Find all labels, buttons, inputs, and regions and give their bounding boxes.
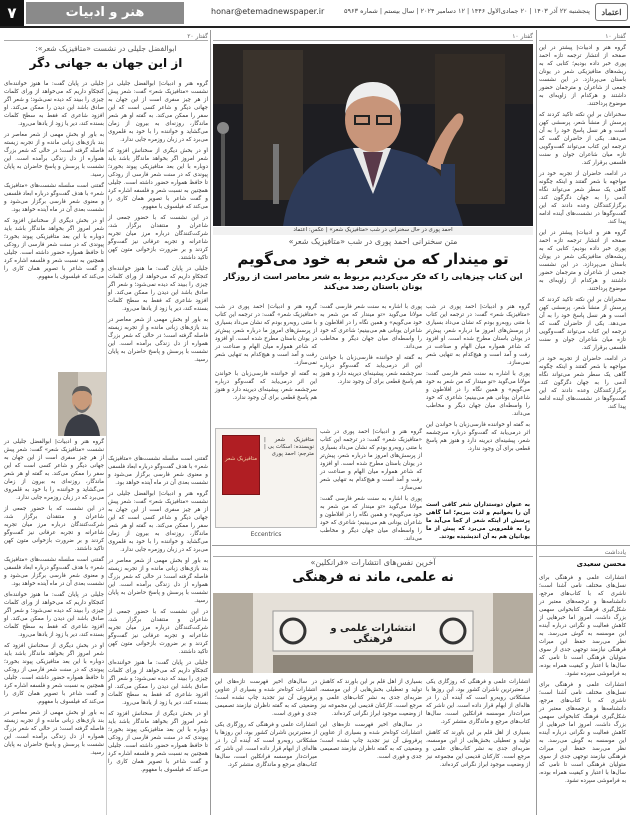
book-caption: متافیزیک شعر | نویسنده: اسکات بی | مترجم: احمد پوری [264, 437, 314, 457]
paragraph: او در بخش دیگری از سخنانش افزود که شعر امروز اگر بخواهد ماندگار باشد باید دوباره با این بعد متافیزیکی پیوند بخورد؛ پیوندی که در سنت شعر فارسی از رودکی تا حافظ همواره حضور داشته است. جلیلی همچنین به نسبت شعر و فلسفه اشاره کرد و گفت شاعر با تصویر همان کاری را می‌کند که فیلسوف با مفهوم. [4, 643, 104, 705]
masthead-rule [0, 26, 630, 28]
book-cover [222, 435, 260, 495]
paragraph: به باور او بخش مهمی از شعر معاصر در بند بازی‌های زبانی مانده و از تجربه زیسته فاصله گرفته است؛ در حالی که شعر بزرگ همواره از دل زندگی برآمده است. این نشست با پرسش و پاسخ حاضران به پایان رسید. [108, 558, 208, 604]
section-title: هنر و ادبیات [26, 2, 184, 24]
feature-col-right [426, 303, 530, 498]
paragraph: جلیلی در پایان گفت: ما هنوز خواننده‌ای کنجکاو داریم که می‌خواهد از ورای کلمات چیزی را ببیند که دیده نمی‌شود؛ و شعر اگر صادق باشد این دیدن را ممکن می‌کند. او افزود شاعری که فقط به سطح کلمات بسنده کند، دیر یا زود از یادها می‌رود. [4, 592, 104, 638]
paragraph: او در بخش دیگری از سخنانش افزود که شعر امروز اگر بخواهد ماندگار باشد باید دوباره با این بعد متافیزیکی پیوند بخورد؛ پیوندی که در سنت شعر فارسی از رودکی تا حافظ همواره حضور داشته است. جلیلی همچنین به نسبت شعر و فلسفه اشاره کرد و گفت شاعر با تصویر همان کاری را می‌کند که فیلسوف با مفهوم. [108, 148, 208, 210]
feature-col-left [215, 303, 317, 423]
paragraph: انتشارات علمی و فرهنگی برای نسل‌های مختلف نامی آشنا است؛ ناشری که با کتاب‌های مرجع، دانشنامه‌ها و ترجمه‌های معتبر در شکل‌گیری فرهنگ کتابخوانی سهمی بزرگ داشت. امروز اما خبرهایی از کاهش فعالیت و نگرانی درباره آینده این موسسه به گوش می‌رسد. به نظر می‌رسد حفظ این میراث فرهنگی نیازمند توجهی جدی از سوی متولیان فرهنگی است تا نامی که سال‌ها با اعتبار و کیفیت همراه بوده، به فراموشی سپرده نشود. [539, 682, 626, 784]
feature-title: تو میندار که من شعر به خود می‌گویم [237, 250, 509, 268]
paragraph: به گفته او خواننده فارسی‌زبان با خواندن این اثر درمی‌یابد که گفت‌وگو درباره سرچشمه شعر، پیشینه‌ای دیرینه دارد و هنوز هم پاسخ قطعی برای آن وجود ندارد. [426, 422, 530, 452]
portrait-illustration [58, 372, 106, 436]
portrait-photo [58, 372, 106, 436]
feature-subtitle: این کتاب چیزهایی را که فکر می‌کردیم مربوط به شعر معاصر است از روزگار یونان باستان رصد می‌کند [223, 272, 523, 291]
right-column-tag: گفتار ۱۰ [539, 33, 626, 41]
paragraph: انتشارات علمی و فرهنگی که روزگاری یکی از معتبرترین ناشران کشور بود، این روزها با مشکلاتی روبه‌رو است که آینده آن را در هاله‌ای از ابهام قرار داده است. این ناشر که میراث‌دار موسسه فرانکلین است، سال‌ها کتاب‌های مرجع و ماندگاری منتشر کرد. [215, 722, 317, 768]
newspaper-logo: اعتماد [595, 3, 628, 21]
masthead [0, 0, 630, 26]
paragraph: گروه هنر و ادبیات| ابوالفضل جلیلی در نشست «متافیزیک شعر» گفت: شعر پیش از هر چیز سفری است از این جهان به جهانی دیگر و شاعر کسی است که این سفر را ممکن می‌کند. به گفته او هر شعر ماندگار، روزنه‌ای به بیرون از زمان می‌گشاید و خواننده را با خود به قلمروی می‌برد که در زبان روزمره جایی ندارد. [108, 81, 208, 143]
paragraph: گروه هنر و ادبیات| احمد پوری در شب «متافیزیک شعر» گفت: در ترجمه این کتاب با متنی روبه‌رو بودم که نشان می‌داد بسیاری از پرسش‌های امروز ما درباره شعر، پیش‌تر در یونان باستان مطرح شده است. او افزود که شاعر همواره میان الهام و صناعت در رفت و آمد است و هیچ‌کدام به تنهایی شعر نمی‌سازد. [320, 429, 422, 491]
paragraph: جلیلی در پایان گفت: ما هنوز خواننده‌ای کنجکاو داریم که می‌خواهد از ورای کلمات چیزی را ببیند که دیده نمی‌شود؛ و شعر اگر صادق باشد این دیدن را ممکن می‌کند. او افزود شاعری که فقط به سطح کلمات بسنده کند، دیر یا زود از یادها می‌رود. [108, 660, 208, 706]
book-box [215, 428, 317, 528]
bottom-article-tag [213, 549, 533, 557]
column-divider [106, 80, 107, 815]
feature-col-mid [320, 303, 422, 423]
bottom-article-title: نه علمی، ماند نه فرهنگی [292, 570, 454, 585]
left-article-col-left [4, 80, 104, 370]
paragraph: در ادامه، حاضران از تجربه خود در مواجهه با شعر گفتند و اینکه چگونه گاهی یک سطر شعر می‌تواند نگاه آدمی را به جهان دگرگون کند. برگزارکنندگان وعده دادند که این گفت‌وگوها در نشست‌های آینده ادامه پیدا کند. [539, 171, 626, 225]
paragraph: گروه هنر و ادبیات| احمد پوری در شب «متافیزیک شعر» گفت: در ترجمه این کتاب با متنی روبه‌رو بودم که نشان می‌داد بسیاری از پرسش‌های امروز ما درباره شعر، پیش‌تر در یونان باستان مطرح شده است. او افزود که شاعر همواره میان الهام و صناعت در رفت و آمد است و هیچ‌کدام به تنهایی شعر نمی‌سازد. [426, 304, 530, 366]
paragraph: در سال‌های اخیر فهرست تازه‌های این انتشارات کوتاه‌تر شده و بسیاری از عناوین پرفروش آن نیز تجدید چاپ نشده است؛ وضعیتی که به گفته ناظران نیازمند تصمیمی جدی و فوری است. [215, 679, 317, 717]
paragraph: سخنرانان بر این نکته تاکید کردند که پرسش از منشأ شعر، پرسشی کهن است و هر نسل پاسخ خود را به آن می‌دهد. یکی از حاضران گفت که ترجمه این کتاب می‌تواند گفت‌وگویی تازه میان شاعران جوان و سنت فلسفی برقرار کند. [539, 297, 626, 351]
left-article-col-right-lower [108, 455, 208, 815]
paragraph: در این نشست که با حضور جمعی از شاعران و منتقدان برگزار شد، شرکت‌کنندگان درباره مرز میان تجربه شاعرانه و تجربه عرفانی نیز گفت‌وگو کردند و بر ضرورت بازخوانی متون کهن تاکید داشتند. [4, 506, 104, 552]
side-note-body [539, 574, 626, 815]
paragraph: گفتنی است سلسله نشست‌های «متافیزیک شعر» با هدف گفت‌وگو درباره ابعاد فلسفی و معنوی شعر فارسی برگزار می‌شود و نشست بعدی آن در ماه آینده خواهد بود. [4, 557, 104, 587]
left-article-col-right [108, 80, 208, 452]
building-sign: انتشارات علمی و فرهنگی [330, 623, 416, 645]
page-number: ۷ [0, 0, 24, 26]
paragraph: گفتنی است سلسله نشست‌های «متافیزیک شعر» با هدف گفت‌وگو درباره ابعاد فلسفی و معنوی شعر فارسی برگزار می‌شود و نشست بعدی آن در ماه آینده خواهد بود. [108, 456, 208, 486]
paragraph: بسیاری از اهل قلم بر این باورند که کاهش تولید و تعطیلی بخش‌هایی از این موسسه، ضربه‌ای جدی به نشر کتاب‌های علمی و مرجع است. کارکنان قدیمی این مجموعه نیز از وضعیت موجود ابراز نگرانی کرده‌اند. [426, 730, 530, 768]
paragraph: گروه هنر و ادبیات| احمد پوری در شب «متافیزیک شعر» گفت: در ترجمه این کتاب با متنی روبه‌رو بودم که نشان می‌داد بسیاری از پرسش‌های امروز ما درباره شعر، پیش‌تر در یونان باستان مطرح شده است. او افزود که شاعر همواره میان الهام و صناعت در رفت و آمد است و هیچ‌کدام به تنهایی شعر نمی‌سازد. [215, 304, 317, 366]
side-note-tag: یادداشت [539, 549, 626, 557]
paragraph: سخنرانان بر این نکته تاکید کردند که پرسش از منشأ شعر، پرسشی کهن است و هر نسل پاسخ خود را به آن می‌دهد. یکی از حاضران گفت که ترجمه این کتاب می‌تواند گفت‌وگویی تازه میان شاعران جوان و سنت فلسفی برقرار کند. [539, 112, 626, 166]
paragraph: به گفته او خواننده فارسی‌زبان با خواندن این اثر درمی‌یابد که گفت‌وگو درباره سرچشمه شعر، پیشینه‌ای دیرینه دارد و هنوز هم پاسخ قطعی برای آن وجود ندارد. [215, 371, 317, 401]
paragraph: گروه هنر و ادبیات| پیشتر در این صفحه از انتشار ترجمه تازه احمد پوری خبر داده بودیم؛ کتابی که به ریشه‌های متافیزیکی شعر در یونان باستان می‌پردازد. در این نشست جمعی از شاعران و مترجمان حضور داشتند و هرکدام از زاویه‌ای به موضوع پرداختند. [539, 230, 626, 292]
feature-tag: گفتار ۱۰ [213, 33, 533, 41]
dateline: پنجشنبه ۲۲ آذر ۱۴۰۳ | ۲۰ جمادی‌الاول ۱۴۴۶ | ۱۲ دسامبر ۲۰۲۴ | سال بیستم | شماره ۵۹۶۳ [344, 7, 590, 15]
paragraph: گفتنی است سلسله نشست‌های «متافیزیک شعر» با هدف گفت‌وگو درباره ابعاد فلسفی و معنوی شعر فارسی برگزار می‌شود و نشست بعدی آن در ماه آینده خواهد بود. [4, 183, 104, 213]
paragraph: در سال‌های اخیر فهرست تازه‌های این انتشارات کوتاه‌تر شده و بسیاری از عناوین پرفروش آن نیز تجدید چاپ نشده است؛ وضعیتی که به گفته ناظران نیازمند تصمیمی جدی و فوری است. [320, 722, 422, 760]
paragraph: به باور او بخش مهمی از شعر معاصر در بند بازی‌های زبانی مانده و از تجربه زیسته فاصله گرفته است؛ در حالی که شعر بزرگ همواره از دل زندگی برآمده است. این نشست با پرسش و پاسخ حاضران به پایان رسید. [108, 317, 208, 363]
speaker-photo-illustration [213, 44, 533, 226]
paragraph: انتشارات علمی و فرهنگی که روزگاری یکی از معتبرترین ناشران کشور بود، این روزها با مشکلاتی روبه‌رو است که آینده آن را در هاله‌ای از ابهام قرار داده است. این ناشر که میراث‌دار موسسه فرانکلین است، سال‌ها کتاب‌های مرجع و ماندگاری منتشر کرد. [426, 679, 530, 725]
paragraph: انتشارات علمی و فرهنگی برای نسل‌های مختلف نامی آشنا است؛ ناشری که با کتاب‌های مرجع، دانشنامه‌ها و ترجمه‌های معتبر در شکل‌گیری فرهنگ کتابخوانی سهمی بزرگ داشت. امروز اما خبرهایی از کاهش فعالیت و نگرانی درباره آینده این موسسه به گوش می‌رسد. به نظر می‌رسد حفظ این میراث فرهنگی نیازمند توجهی جدی از سوی متولیان فرهنگی است تا نامی که سال‌ها با اعتبار و کیفیت همراه بوده، به فراموشی سپرده نشود. [539, 575, 626, 677]
paragraph: در این نشست که با حضور جمعی از شاعران و منتقدان برگزار شد، شرکت‌کنندگان درباره مرز میان تجربه شاعرانه و تجربه عرفانی نیز گفت‌وگو کردند و بر ضرورت بازخوانی متون کهن تاکید داشتند. [108, 609, 208, 655]
bottom-article-header [213, 558, 533, 592]
section-email: honar@etemadnewspaper.ir [211, 7, 325, 16]
paragraph: گروه هنر و ادبیات| ابوالفضل جلیلی در نشست «متافیزیک شعر» گفت: شعر پیش از هر چیز سفری است از این جهان به جهانی دیگر و شاعر کسی است که این سفر را ممکن می‌کند. به گفته او هر شعر ماندگار، روزنه‌ای به بیرون از زمان می‌گشاید و خواننده را با خود به قلمروی می‌برد که در زبان روزمره جایی ندارد. [108, 491, 208, 553]
bottom-col-right [426, 678, 530, 815]
paragraph: در این نشست که با حضور جمعی از شاعران و منتقدان برگزار شد، شرکت‌کنندگان درباره مرز میان تجربه شاعرانه و تجربه عرفانی نیز گفت‌وگو کردند و بر ضرورت بازخوانی متون کهن تاکید داشتند. [108, 215, 208, 261]
paragraph: او در بخش دیگری از سخنانش افزود که شعر امروز اگر بخواهد ماندگار باشد باید دوباره با این بعد متافیزیکی پیوند بخورد؛ پیوندی که در سنت شعر فارسی از رودکی تا حافظ همواره حضور داشته است. جلیلی همچنین به نسبت شعر و فلسفه اشاره کرد و گفت شاعر با تصویر همان کاری را می‌کند که فیلسوف با مفهوم. [108, 711, 208, 773]
paragraph: گروه هنر و ادبیات| ابوالفضل جلیلی در نشست «متافیزیک شعر» گفت: شعر پیش از هر چیز سفری است از این جهان به جهانی دیگر و شاعر کسی است که این سفر را ممکن می‌کند. به گفته او هر شعر ماندگار، روزنه‌ای به بیرون از زمان می‌گشاید و خواننده را با خود به قلمروی می‌برد که در زبان روزمره جایی ندارد. [4, 439, 104, 501]
feature-photo-caption: احمد پوری در حال سخنرانی در شب «متافیزیک شعر» | عکس: اعتماد [213, 227, 533, 235]
book-cover-title: متافیزیک شعر [224, 456, 258, 462]
paragraph: پوری با اشاره به سنت شعر فارسی گفت: مولانا می‌گوید «تو میندار که من شعر به خود می‌گویم» و همین نگاه را در افلاطون و شاعران یونانی هم می‌بینیم؛ شاعری که خود را واسطه‌ای میان جهان دیگر و مخاطب می‌داند. [320, 496, 422, 542]
pullquote: به عنوان دوستداران شعر کافی است آن را بخوانیم و لذت ببریم؛ اما گاهی پرسش از اینکه شعر از کجا می‌آید ما را به قلمرویی می‌برد که پیش از ما یونانیان هم به آن اندیشیده بودند. [426, 502, 530, 540]
side-note-author: محسن سعیدی [576, 560, 626, 568]
paragraph: به باور او بخش مهمی از شعر معاصر در بند بازی‌های زبانی مانده و از تجربه زیسته فاصله گرفته است؛ در حالی که شعر بزرگ همواره از دل زندگی برآمده است. این نشست با پرسش و پاسخ حاضران به پایان رسید. [4, 132, 104, 178]
left-article-kicker: ابوالفضل جلیلی در نشست «متافیزیک شعر»: [35, 44, 177, 53]
page-divider-right [536, 30, 537, 815]
paragraph: او در بخش دیگری از سخنانش افزود که شعر امروز اگر بخواهد ماندگار باشد باید دوباره با این بعد متافیزیکی پیوند بخورد؛ پیوندی که در سنت شعر فارسی از رودکی تا حافظ همواره حضور داشته است. جلیلی همچنین به نسبت شعر و فلسفه اشاره کرد و گفت شاعر با تصویر همان کاری را می‌کند که فیلسوف با مفهوم. [4, 218, 104, 280]
right-column-body [539, 44, 626, 544]
paragraph: گروه هنر و ادبیات| پیشتر در این صفحه از انتشار ترجمه تازه احمد پوری خبر داده بودیم؛ کتابی که به ریشه‌های متافیزیکی شعر در یونان باستان می‌پردازد. در این نشست جمعی از شاعران و مترجمان حضور داشتند و هرکدام از زاویه‌ای به موضوع پرداختند. [539, 45, 626, 107]
page-divider-left [210, 30, 211, 815]
left-article-col-left-lower [4, 438, 104, 815]
feature-photo [213, 44, 533, 226]
paragraph: جلیلی در پایان گفت: ما هنوز خواننده‌ای کنجکاو داریم که می‌خواهد از ورای کلمات چیزی را ببیند که دیده نمی‌شود؛ و شعر اگر صادق باشد این دیدن را ممکن می‌کند. او افزود شاعری که فقط به سطح کلمات بسنده کند، دیر یا زود از یادها می‌رود. [108, 266, 208, 312]
left-article-tag: گفتار ۲۰ [4, 33, 208, 41]
feature-col-mid-lower [320, 428, 422, 542]
bottom-col-mid [320, 678, 422, 815]
feature-kicker: متن سخنرانی احمد پوری در شب «متافیزیک شعر» [288, 237, 458, 246]
paragraph: پوری با اشاره به سنت شعر فارسی گفت: مولانا می‌گوید «تو میندار که من شعر به خود می‌گویم» و همین نگاه را در افلاطون و شاعران یونانی هم می‌بینیم؛ شاعری که خود را واسطه‌ای میان جهان دیگر و مخاطب می‌داند. [426, 371, 530, 417]
quote-label: Eccentrics [250, 531, 282, 538]
left-article-header [4, 44, 208, 76]
feature-header [213, 237, 533, 299]
paragraph: به گفته او خواننده فارسی‌زبان با خواندن این اثر درمی‌یابد که گفت‌وگو درباره سرچشمه شعر، پیشینه‌ای دیرینه دارد و هنوز هم پاسخ قطعی برای آن وجود ندارد. [320, 355, 422, 385]
bottom-col-left [215, 678, 317, 815]
paragraph: جلیلی در پایان گفت: ما هنوز خواننده‌ای کنجکاو داریم که می‌خواهد از ورای کلمات چیزی را ببیند که دیده نمی‌شود؛ و شعر اگر صادق باشد این دیدن را ممکن می‌کند. او افزود شاعری که فقط به سطح کلمات بسنده کند، دیر یا زود از یادها می‌رود. [4, 81, 104, 127]
paragraph: بسیاری از اهل قلم بر این باورند که کاهش تولید و تعطیلی بخش‌هایی از این موسسه، ضربه‌ای جدی به نشر کتاب‌های علمی و مرجع است. کارکنان قدیمی این مجموعه نیز از وضعیت موجود ابراز نگرانی کرده‌اند. [320, 679, 422, 717]
left-article-title: از این جهان به جهانی دگر [29, 56, 183, 70]
paragraph: پوری با اشاره به سنت شعر فارسی گفت: مولانا می‌گوید «تو میندار که من شعر به خود می‌گویم» و همین نگاه را در افلاطون و شاعران یونانی هم می‌بینیم؛ شاعری که خود را واسطه‌ای میان جهان دیگر و مخاطب می‌داند. [320, 304, 422, 350]
bottom-article-kicker: آخرین نفس‌های انتشارات «فرانکلین» [310, 558, 436, 567]
paragraph: در ادامه، حاضران از تجربه خود در مواجهه با شعر گفتند و اینکه چگونه گاهی یک سطر شعر می‌تواند نگاه آدمی را به جهان دگرگون کند. برگزارکنندگان وعده دادند که این گفت‌وگوها در نشست‌های آینده ادامه پیدا کند. [539, 356, 626, 410]
building-photo [213, 593, 533, 673]
paragraph: به باور او بخش مهمی از شعر معاصر در بند بازی‌های زبانی مانده و از تجربه زیسته فاصله گرفته است؛ در حالی که شعر بزرگ همواره از دل زندگی برآمده است. این نشست با پرسش و پاسخ حاضران به پایان رسید. [4, 710, 104, 756]
bottom-divider [212, 545, 630, 546]
